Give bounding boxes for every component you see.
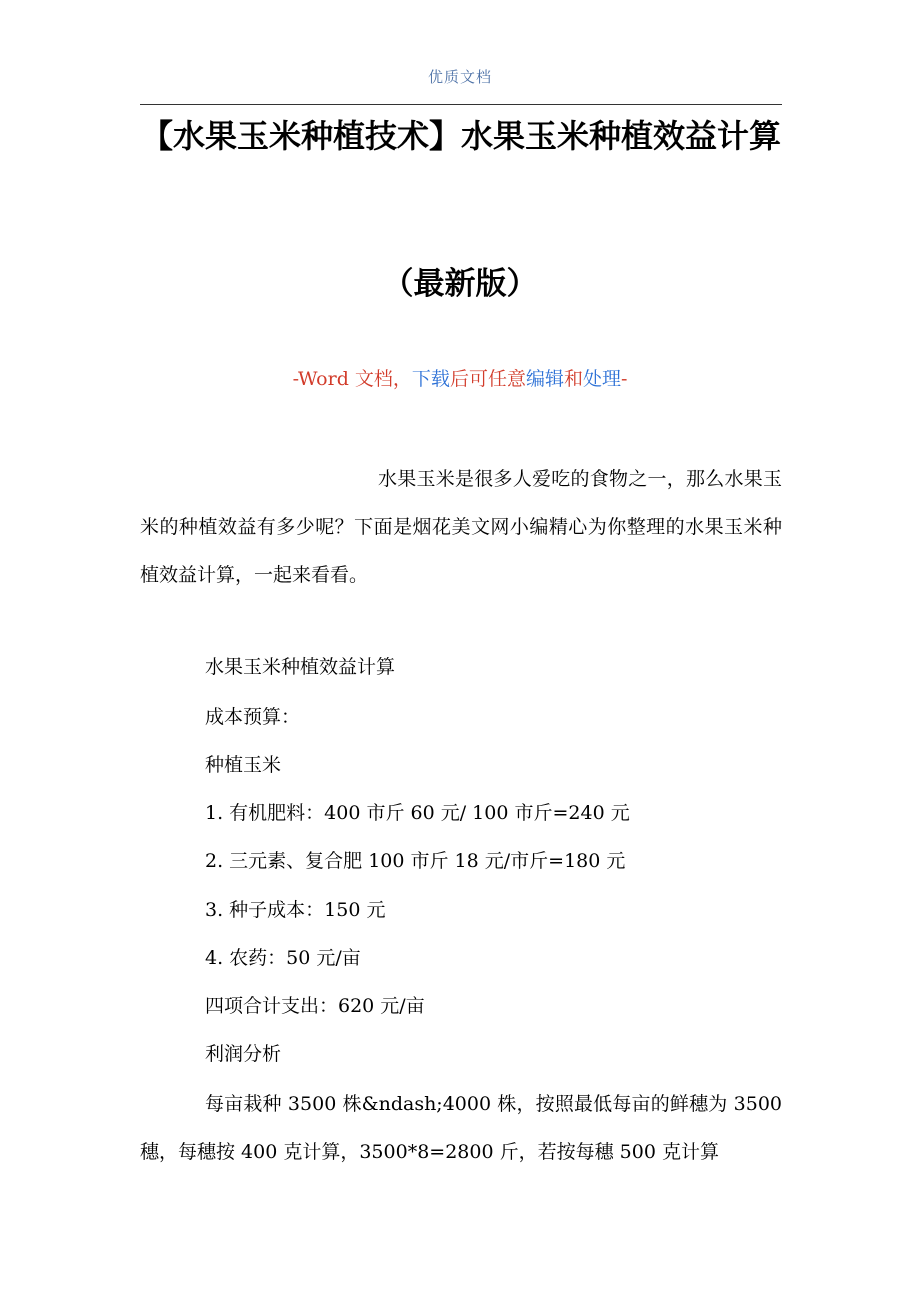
document-title: 【水果玉米种植技术】水果玉米种植效益计算 [140,117,781,155]
list-item: 1. 有机肥料：400 市斤 60 元/ 100 市斤=240 元 [205,802,630,824]
total-line: 四项合计支出：620 元/亩 [205,995,425,1017]
list-item: 3. 种子成本：150 元 [205,899,386,921]
profit-paragraph: 每亩栽种 3500 株&ndash;4000 株，按照最低每亩的鲜穗为 3500 穗，每穗按 400 克计算，3500*8=2800 斤，若按每穗 500 克计算 [140,1093,782,1163]
tagline-part: 处理 [582,368,621,390]
tagline-part: 下载 [411,368,450,390]
list-item: 2. 三元素、复合肥 100 市斤 18 元/市斤=180 元 [205,850,626,872]
tagline-part: 和 [563,368,583,390]
section-title: 水果玉米种植效益计算 [205,656,396,678]
tagline-part: - [621,368,628,390]
list-item: 4. 农药：50 元/亩 [205,947,361,969]
header-divider [140,104,782,105]
profit-heading: 利润分析 [205,1043,282,1065]
tagline-part: -Word 文档， [292,368,412,390]
tagline-part: 编辑 [525,368,564,390]
cost-heading: 成本预算： [205,706,301,728]
tagline [0,364,920,391]
tagline-part: 后可任意 [449,368,526,390]
header-text: 优质文档 [427,68,492,86]
planting-label: 种植玉米 [205,754,282,776]
document-subtitle: （最新版） [382,266,538,302]
intro-paragraph: 水果玉米是很多人爱吃的食物之一，那么水果玉米的种植效益有多少呢？下面是烟花美文网小编精心为你整理的水果玉米种植效益计算，一起来看看。 [140,468,782,586]
